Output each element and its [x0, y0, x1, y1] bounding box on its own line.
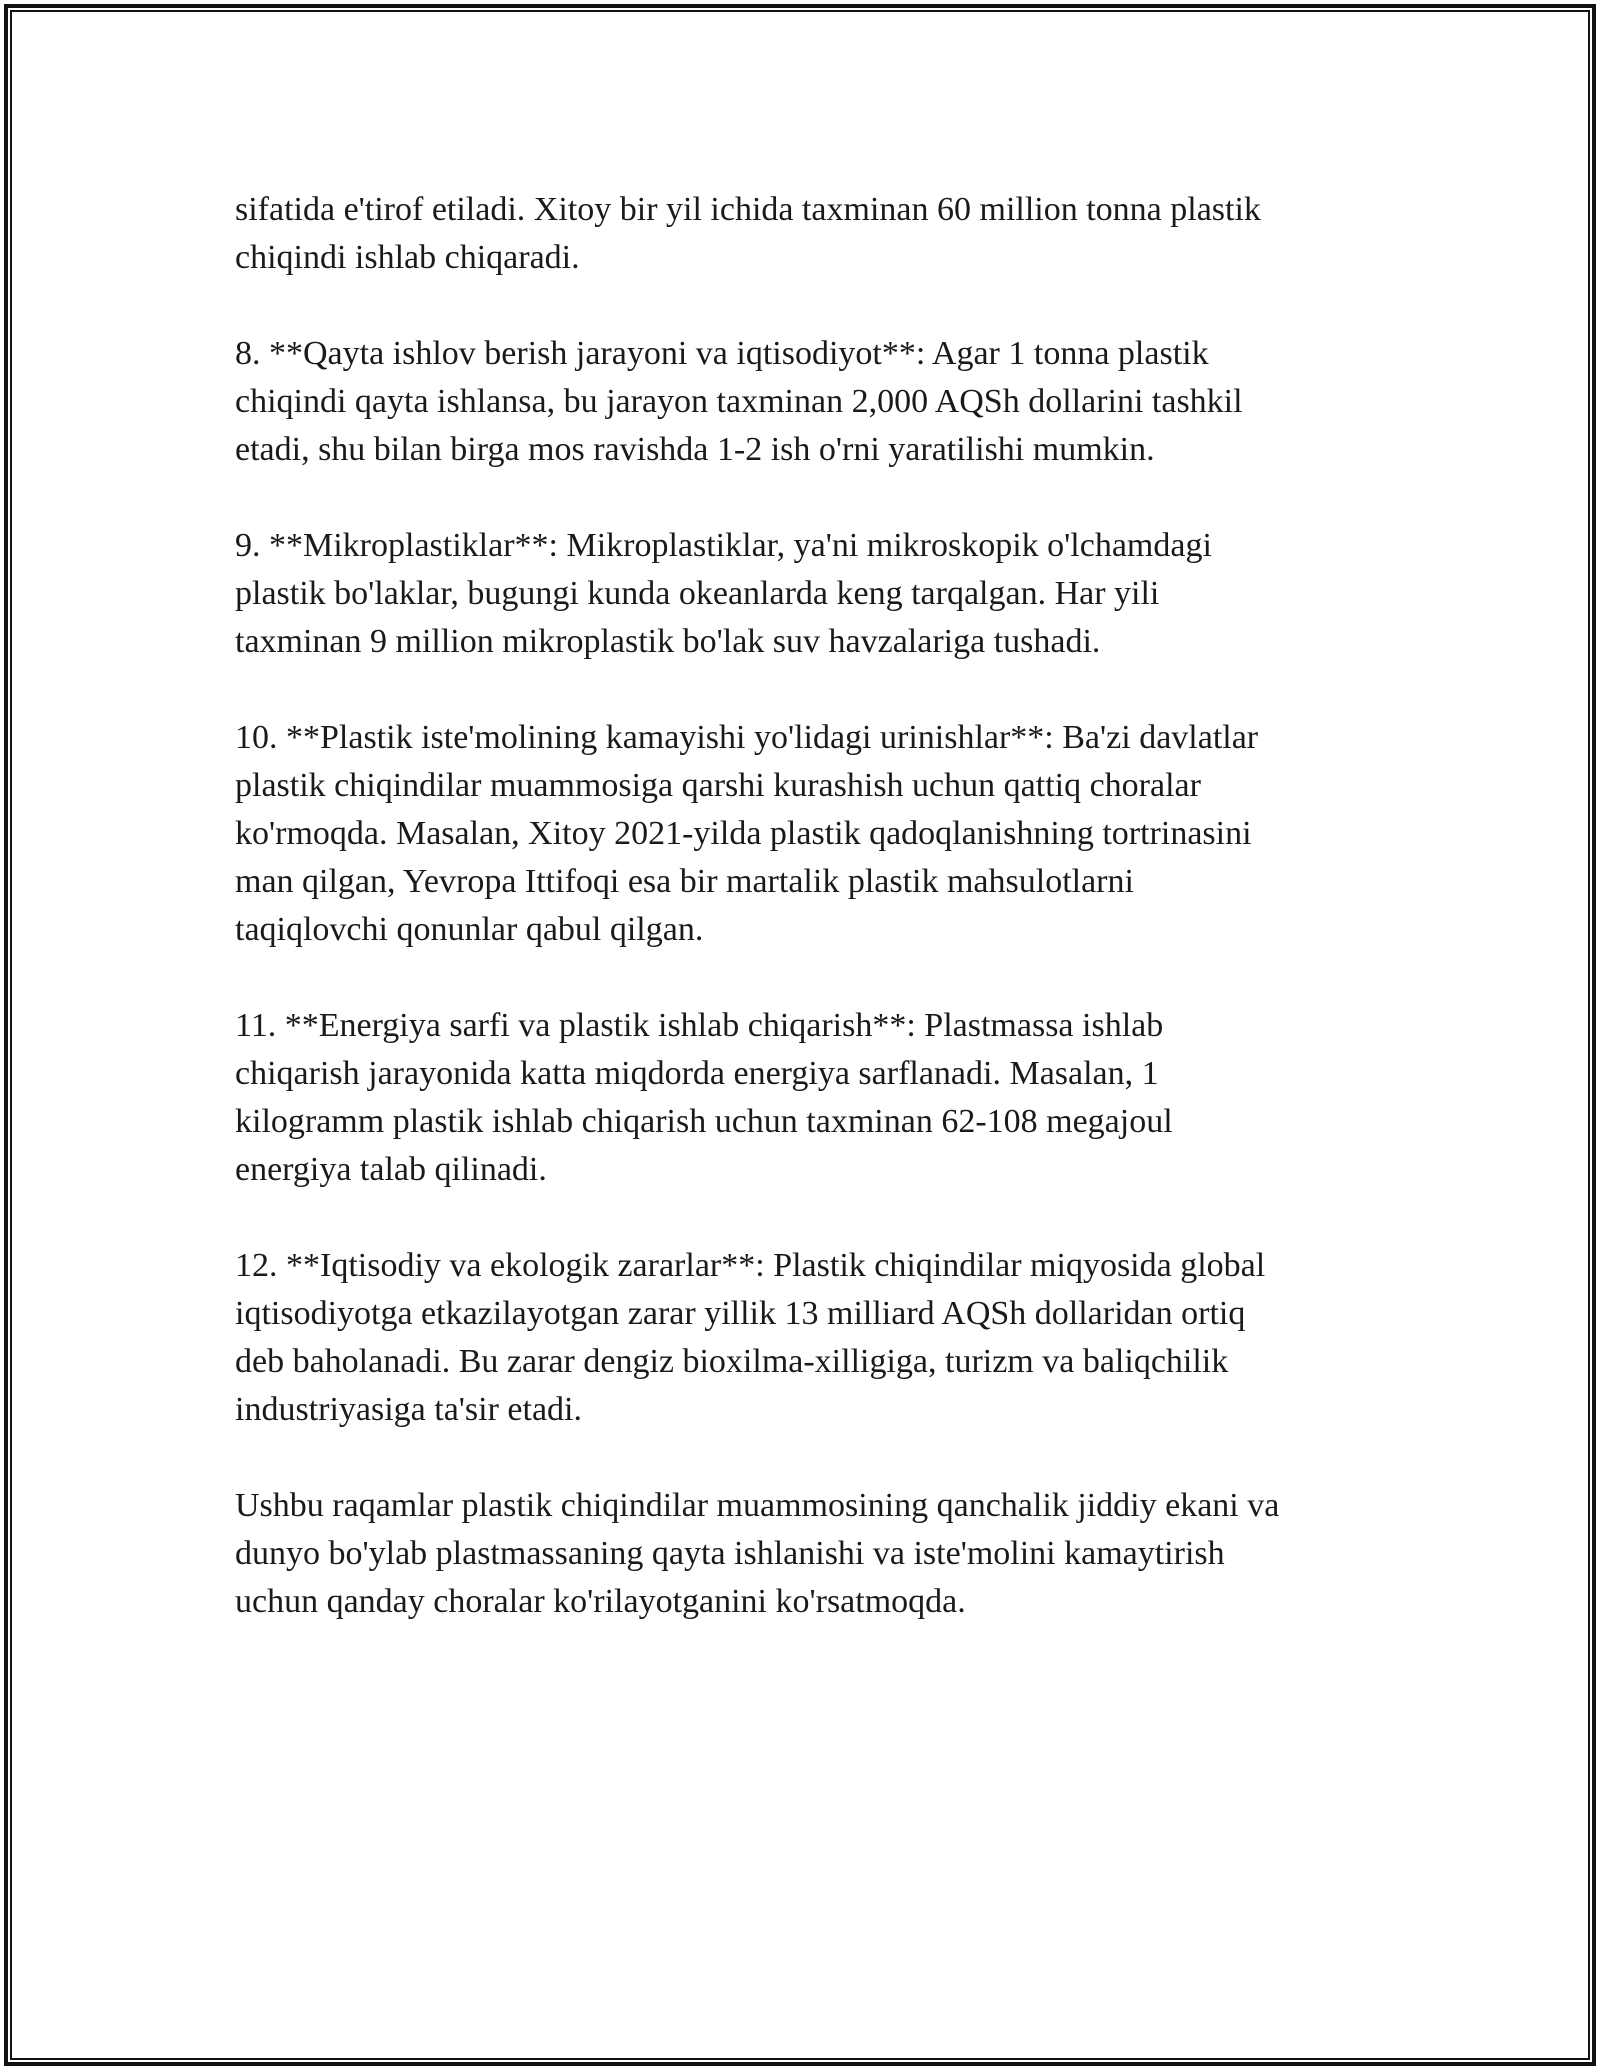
text-line: uchun qanday choralar ko'rilayotganini ko'rsatmoqda.	[235, 1583, 966, 1620]
paragraph-item-11	[235, 1002, 1385, 1194]
paragraph-item-12	[235, 1242, 1385, 1434]
text-line: etadi, shu bilan birga mos ravishda 1-2 ish o'rni yaratilishi mumkin.	[235, 431, 1155, 468]
text-line: chiqindi ishlab chiqaradi.	[235, 239, 580, 276]
text-line: ko'rmoqda. Masalan, Xitoy 2021-yilda plastik qadoqlanishning tortrinasini	[235, 815, 1252, 852]
text-line: kilogramm plastik ishlab chiqarish uchun taxminan 62-108 megajoul	[235, 1103, 1173, 1140]
paragraph-item-8	[235, 330, 1385, 474]
text-line: plastik chiqindilar muammosiga qarshi kurashish uchun qattiq choralar	[235, 767, 1201, 804]
text-line: taxminan 9 million mikroplastik bo'lak suv havzalariga tushadi.	[235, 623, 1101, 660]
paragraph-item-9	[235, 522, 1385, 666]
text-line: dunyo bo'ylab plastmassaning qayta ishlanishi va iste'molini kamaytirish	[235, 1535, 1225, 1572]
text-line: man qilgan, Yevropa Ittifoqi esa bir martalik plastik mahsulotlarni	[235, 863, 1134, 900]
text-line: industriyasiga ta'sir etadi.	[235, 1391, 582, 1428]
text-line: taqiqlovchi qonunlar qabul qilgan.	[235, 911, 704, 948]
text-line: energiya talab qilinadi.	[235, 1151, 547, 1188]
paragraph-item-10	[235, 714, 1385, 954]
text-line: sifatida e'tirof etiladi. Xitoy bir yil ichida taxminan 60 million tonna plastik	[235, 191, 1261, 228]
text-line: chiqindi qayta ishlansa, bu jarayon taxminan 2,000 AQSh dollarini tashkil	[235, 383, 1243, 420]
text-line: iqtisodiyotga etkazilayotgan zarar yillik 13 milliard AQSh dollaridan ortiq	[235, 1295, 1246, 1332]
text-line: plastik bo'laklar, bugungi kunda okeanlarda keng tarqalgan. Har yili	[235, 575, 1160, 612]
document-body	[235, 186, 1385, 1674]
text-line: chiqarish jarayonida katta miqdorda energiya sarflanadi. Masalan, 1	[235, 1055, 1159, 1092]
paragraph-china-waste	[235, 186, 1385, 282]
text-line: 9. **Mikroplastiklar**: Mikroplastiklar, ya'ni mikroskopik o'lchamdagi	[235, 527, 1212, 564]
text-line: 12. **Iqtisodiy va ekologik zararlar**: Plastik chiqindilar miqyosida global	[235, 1247, 1266, 1284]
text-line: Ushbu raqamlar plastik chiqindilar muammosining qanchalik jiddiy ekani va	[235, 1487, 1280, 1524]
text-line: 11. **Energiya sarfi va plastik ishlab chiqarish**: Plastmassa ishlab	[235, 1007, 1164, 1044]
paragraph-conclusion	[235, 1482, 1385, 1626]
text-line: 10. **Plastik iste'molining kamayishi yo'lidagi urinishlar**: Ba'zi davlatlar	[235, 719, 1259, 756]
text-line: 8. **Qayta ishlov berish jarayoni va iqtisodiyot**: Agar 1 tonna plastik	[235, 335, 1209, 372]
text-line: deb baholanadi. Bu zarar dengiz bioxilma-xilligiga, turizm va baliqchilik	[235, 1343, 1229, 1380]
